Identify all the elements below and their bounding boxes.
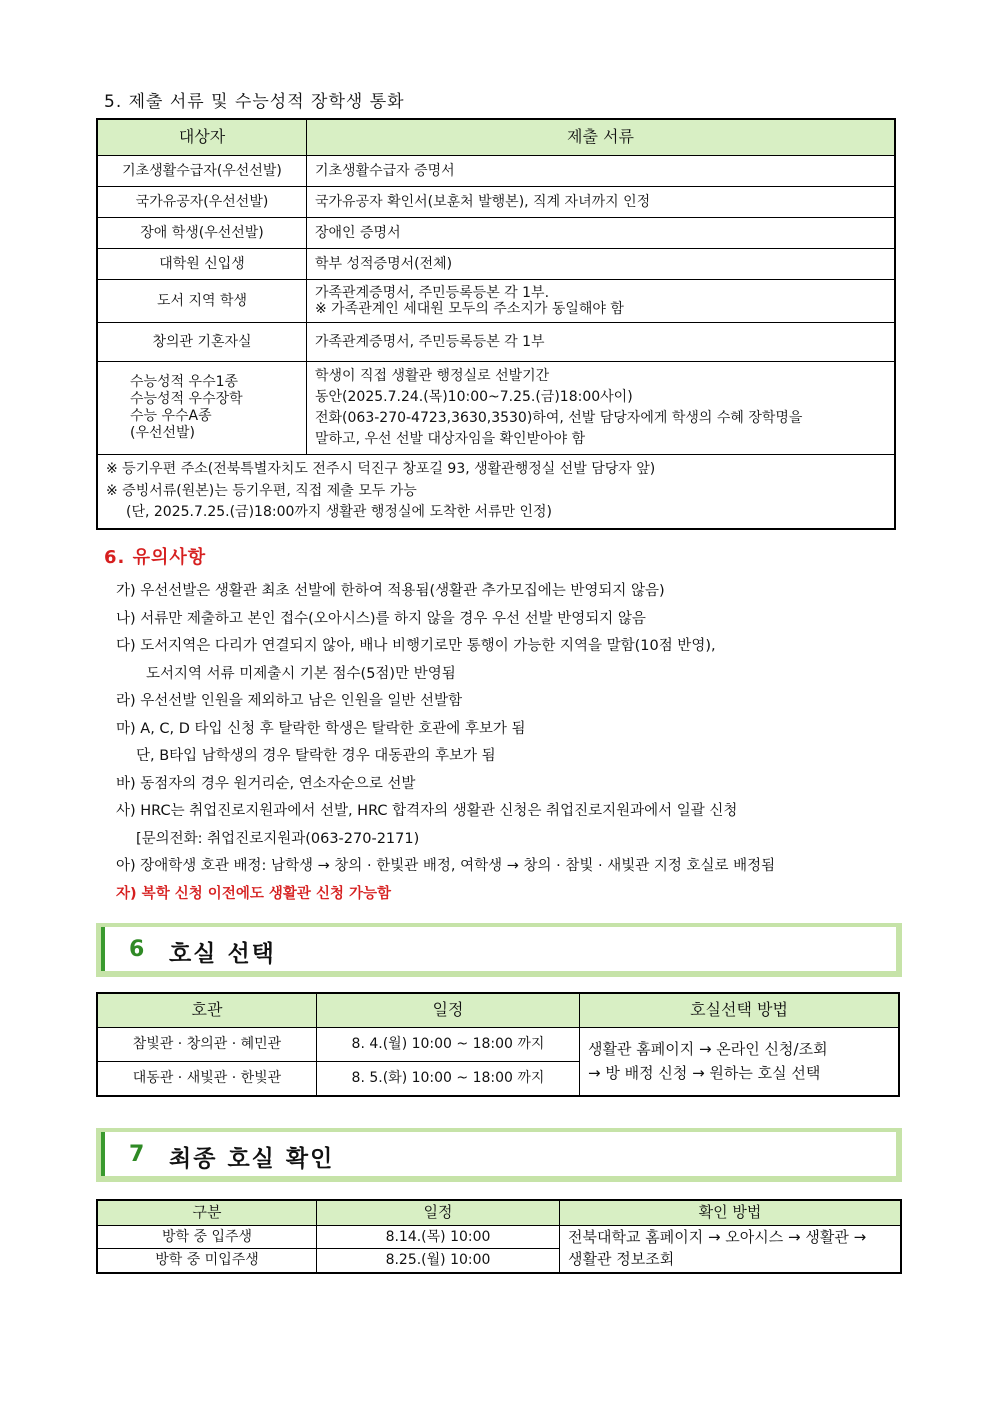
target-line: 수능 우수A종 (130, 408, 212, 424)
header-target: 대상자 (97, 119, 307, 156)
row-target: 장애 학생(우선선발) (97, 218, 307, 249)
table-row (97, 187, 895, 218)
row-target: 대학원 신입생 (97, 249, 307, 280)
list-item: 바) 동점자의 경우 원거리순, 연소자순으로 선발 (116, 775, 416, 792)
header-date: 일정 (317, 993, 580, 1028)
table-row (97, 362, 895, 455)
docs-line: 말하고, 우선 선발 대상자임을 확인받아야 함 (315, 431, 586, 447)
banner-inner (101, 1132, 896, 1176)
docs-line: 학생이 직접 생활관 행정실로 선발기간 (315, 368, 550, 384)
row-date: 8. 5.(화) 10:00 ~ 18:00 까지 (317, 1062, 580, 1097)
banner-number: 6 (129, 937, 145, 962)
target-line: 수능성적 우수장학 (130, 391, 243, 408)
final-method (560, 1226, 902, 1273)
documents-table-header (97, 119, 895, 156)
docs-line: 전화(063-270-4723,3630,3530)하여, 선발 담당자에게 학생의 수혜 장학명을 (315, 410, 803, 426)
table-row (97, 218, 895, 249)
list-item-highlight: 자) 복학 신청 이전에도 생활관 신청 가능함 (116, 885, 392, 902)
row-target: 국가유공자(우선선발) (97, 187, 307, 218)
banner-number: 7 (129, 1142, 145, 1167)
row-hall: 대동관 · 새빛관 · 한빛관 (97, 1062, 317, 1097)
header-docs: 제출 서류 (307, 119, 896, 156)
list-item: 다) 도서지역은 다리가 연결되지 않아, 배나 비행기로만 통행이 가능한 지역을 말함(10점 반영), (116, 638, 716, 654)
table-row (97, 323, 895, 362)
list-item: 라) 우선선발 인원을 제외하고 남은 인원을 일반 선발함 (116, 693, 463, 709)
row-target: 창의관 기혼자실 (97, 323, 307, 362)
row-target: 기초생활수급자(우선선발) (97, 156, 307, 187)
table-row (97, 156, 895, 187)
banner-title: 호실 선택 (169, 941, 276, 967)
final-room-table (96, 1199, 902, 1274)
room-selection-banner (96, 923, 902, 977)
method-line: 전북대학교 홈페이지 → 오아시스 → 생활관 → (568, 1228, 867, 1246)
row-category: 방학 중 미입주생 (97, 1249, 317, 1273)
room-table-header (97, 993, 899, 1028)
list-item: 마) A, C, D 타입 신청 후 탈락한 학생은 탈락한 호관에 후보가 됨 (116, 720, 526, 737)
final-table-header (97, 1200, 901, 1226)
row-date: 8.25.(월) 10:00 (317, 1249, 560, 1273)
list-item: 나) 서류만 제출하고 본인 접수(오아시스)를 하지 않을 경우 우선 선발 반영되지 않음 (116, 610, 646, 627)
docs-line: 동안(2025.7.24.(목)10:00~7.25.(금)18:00사이) (315, 389, 633, 405)
section6-title: 6. 유의사항 (104, 547, 207, 568)
row-docs: 국가유공자 확인서(보훈처 발행본), 직계 자녀까지 인정 (307, 187, 896, 218)
list-item: 도서지역 서류 미제출시 기본 점수(5점)만 반영됨 (146, 665, 456, 682)
header-method: 확인 방법 (560, 1200, 902, 1226)
note-line: (단, 2025.7.25.(금)18:00까지 생활관 행정실에 도착한 서류만 인정) (126, 504, 553, 521)
row-docs (307, 280, 896, 323)
row-docs: 학부 성적증명서(전체) (307, 249, 896, 280)
table-row (97, 1028, 899, 1062)
row-docs: 장애인 증명서 (307, 218, 896, 249)
table-row (97, 1226, 901, 1249)
note-line: ※ 등기우편 주소(전북특별자치도 전주시 덕진구 창포길 93, 생활관행정실 선발 담당자 앞) (106, 461, 656, 477)
row-date: 8.14.(목) 10:00 (317, 1226, 560, 1249)
header-method: 호실선택 방법 (580, 993, 900, 1028)
method-line: → 방 배정 신청 → 원하는 호실 선택 (588, 1063, 821, 1082)
method-line: 생활관 정보조회 (568, 1249, 675, 1268)
method-line: 생활관 홈페이지 → 온라인 신청/조회 (588, 1040, 828, 1059)
row-date: 8. 4.(월) 10:00 ~ 18:00 까지 (317, 1028, 580, 1062)
row-target: 도서 지역 학생 (97, 280, 307, 323)
docs-line: 가족관계증명서, 주민등록등본 각 1부. (315, 284, 550, 301)
list-item: 아) 장애학생 호관 배정: 남학생 → 창의 · 한빛관 배정, 여학생 → 창의 · 참빛 · 새빛관 지정 호실로 배정됨 (116, 858, 776, 874)
header-hall: 호관 (97, 993, 317, 1028)
list-item: [문의전화: 취업진로지원과(063-270-2171) (136, 830, 420, 847)
row-docs (307, 362, 896, 455)
list-item: 사) HRC는 취업진로지원과에서 선발, HRC 합격자의 생활관 신청은 취업진로지원과에서 일괄 신청 (116, 803, 738, 819)
table-notes (97, 455, 895, 530)
list-item: 가) 우선선발은 생활관 최초 선발에 한하여 적용됨(생활관 추가모집에는 반영되지 않음) (116, 583, 665, 599)
precautions-list (116, 578, 936, 908)
docs-line: ※ 가족관계인 세대원 모두의 주소지가 동일해야 함 (315, 301, 624, 317)
row-target (97, 362, 307, 455)
banner-title: 최종 호실 확인 (169, 1146, 335, 1172)
row-hall: 참빛관 · 창의관 · 혜민관 (97, 1028, 317, 1062)
table-row (97, 280, 895, 323)
row-docs: 기초생활수급자 증명서 (307, 156, 896, 187)
row-docs: 가족관계증명서, 주민등록등본 각 1부 (307, 323, 896, 362)
room-selection-table (96, 992, 900, 1097)
banner-inner (101, 927, 896, 971)
note-line: ※ 증빙서류(원본)는 등기우편, 직접 제출 모두 가능 (106, 482, 417, 499)
target-line: (우선선발) (130, 424, 196, 441)
documents-table (96, 118, 896, 530)
row-category: 방학 중 입주생 (97, 1226, 317, 1249)
header-date: 일정 (317, 1200, 560, 1226)
header-category: 구분 (97, 1200, 317, 1226)
list-item: 단, B타입 남학생의 경우 탈락한 경우 대동관의 후보가 됨 (136, 748, 496, 764)
section5-title: 5. 제출 서류 및 수능성적 장학생 통화 (104, 92, 405, 112)
table-notes-row (97, 455, 895, 530)
room-method (580, 1028, 900, 1097)
final-room-banner (96, 1128, 902, 1182)
table-row (97, 249, 895, 280)
target-line: 수능성적 우수1종 (130, 374, 239, 391)
